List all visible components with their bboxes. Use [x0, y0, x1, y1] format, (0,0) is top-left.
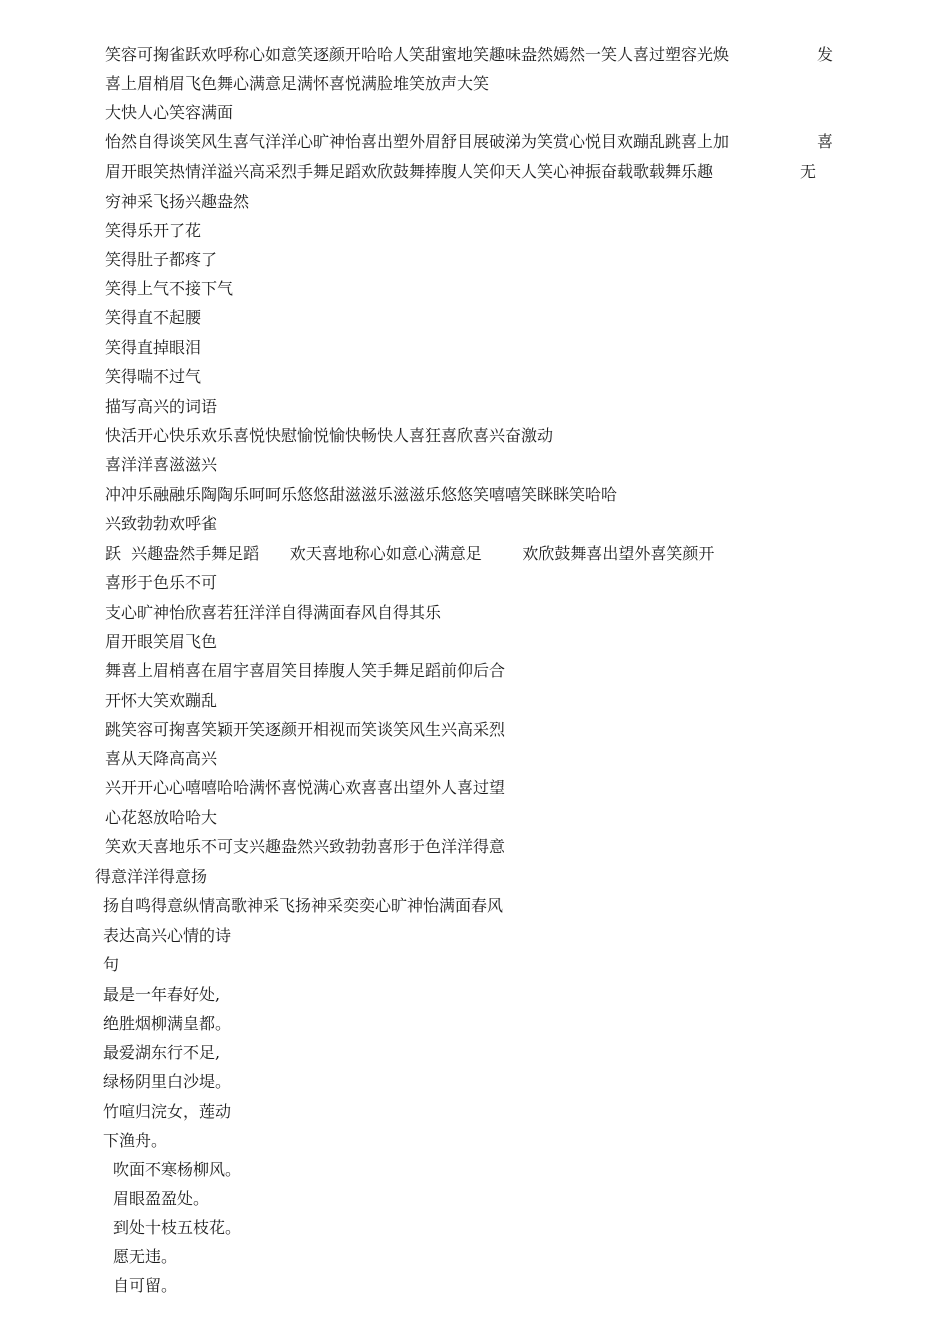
- text-line: 笑得肚子都疼了: [105, 250, 218, 269]
- text-line: 笑得乐开了花: [105, 221, 202, 240]
- poem-line: 吹面不寒杨柳风。: [113, 1160, 242, 1179]
- text-line-end: 发: [817, 45, 834, 64]
- text-line: 喜上眉梢眉飞色舞心满意足满怀喜悦满脸堆笑放声大笑: [105, 74, 490, 93]
- poem-line: 绝胜烟柳满皇都。: [103, 1014, 232, 1033]
- poem-line: 最爱湖东行不足,: [103, 1043, 221, 1062]
- text-line: 得意洋洋得意扬: [95, 867, 208, 886]
- text-line: 快活开心快乐欢乐喜悦快慰愉悦愉快畅快人喜狂喜欣喜兴奋激动: [105, 426, 554, 445]
- text-line: 喜形于色乐不可: [105, 573, 218, 592]
- text-line: 笑得直不起腰: [105, 308, 202, 327]
- text-line: 大快人心笑容满面: [105, 103, 234, 122]
- poem-line: 愿无违。: [113, 1247, 178, 1266]
- text-line: 喜洋洋喜滋滋兴: [105, 455, 218, 474]
- text-line: 跃 兴趣盎然手舞足蹈 欢天喜地称心如意心满意足 欢欣鼓舞喜出望外喜笑颜开: [105, 544, 715, 563]
- text-line: 穷神采飞扬兴趣盎然: [105, 192, 250, 211]
- text-line: 扬自鸣得意纵情高歌神采飞扬神采奕奕心旷神怡满面春风: [103, 896, 504, 915]
- poem-line: 竹喧归浣女，莲动: [103, 1102, 232, 1121]
- poem-line: 眉眼盈盈处。: [113, 1189, 210, 1208]
- text-line: 笑容可掬雀跃欢呼称心如意笑逐颜开哈哈人笑甜蜜地笑趣味盎然嫣然一笑人喜过塑容光焕: [105, 45, 730, 64]
- text-line: 支心旷神怡欣喜若狂洋洋自得满面春风自得其乐: [105, 603, 442, 622]
- text-line: 笑得直掉眼泪: [105, 338, 202, 357]
- poem-line: 下渔舟。: [103, 1131, 168, 1150]
- text-line: 舞喜上眉梢喜在眉宇喜眉笑目捧腹人笑手舞足蹈前仰后合: [105, 661, 506, 680]
- text-line: 笑欢天喜地乐不可支兴趣盎然兴致勃勃喜形于色洋洋得意: [105, 837, 506, 856]
- text-line: 跳笑容可掬喜笑颖开笑逐颜开相视而笑谈笑风生兴高采烈: [105, 720, 506, 739]
- text-line-end: 无: [800, 162, 817, 181]
- text-line-end: 喜: [817, 132, 834, 151]
- poem-line: 最是一年春好处,: [103, 985, 221, 1004]
- text-line: 怡然自得谈笑风生喜气洋洋心旷神怡喜出塑外眉舒目展破涕为笑赏心悦目欢蹦乱跳喜上加: [105, 132, 730, 151]
- text-line: 眉开眼笑眉飞色: [105, 632, 218, 651]
- text-line: 兴开开心心嘻嘻哈哈满怀喜悦满心欢喜喜出望外人喜过望: [105, 778, 506, 797]
- text-line: 兴致勃勃欢呼雀: [105, 514, 218, 533]
- poem-line: 到处十枝五枝花。: [113, 1218, 242, 1237]
- text-line: 眉开眼笑热情洋溢兴高采烈手舞足蹈欢欣鼓舞捧腹人笑仰天人笑心神振奋载歌载舞乐趣: [105, 162, 714, 181]
- poem-line: 自可留。: [113, 1276, 178, 1295]
- text-line: 笑得喘不过气: [105, 367, 202, 386]
- text-line: 心花怒放哈哈大: [105, 808, 218, 827]
- text-line: 喜从天降高高兴: [105, 749, 218, 768]
- text-line: 开怀大笑欢蹦乱: [105, 691, 218, 710]
- text-line: 冲冲乐融融乐陶陶乐呵呵乐悠悠甜滋滋乐滋滋乐悠悠笑嘻嘻笑眯眯笑哈哈: [105, 485, 618, 504]
- section-heading: 句: [103, 955, 120, 974]
- text-line: 笑得上气不接下气: [105, 279, 234, 298]
- section-heading: 描写高兴的词语: [105, 397, 218, 416]
- poem-line: 绿杨阴里白沙堤。: [103, 1072, 232, 1091]
- section-heading: 表达高兴心情的诗: [103, 926, 232, 945]
